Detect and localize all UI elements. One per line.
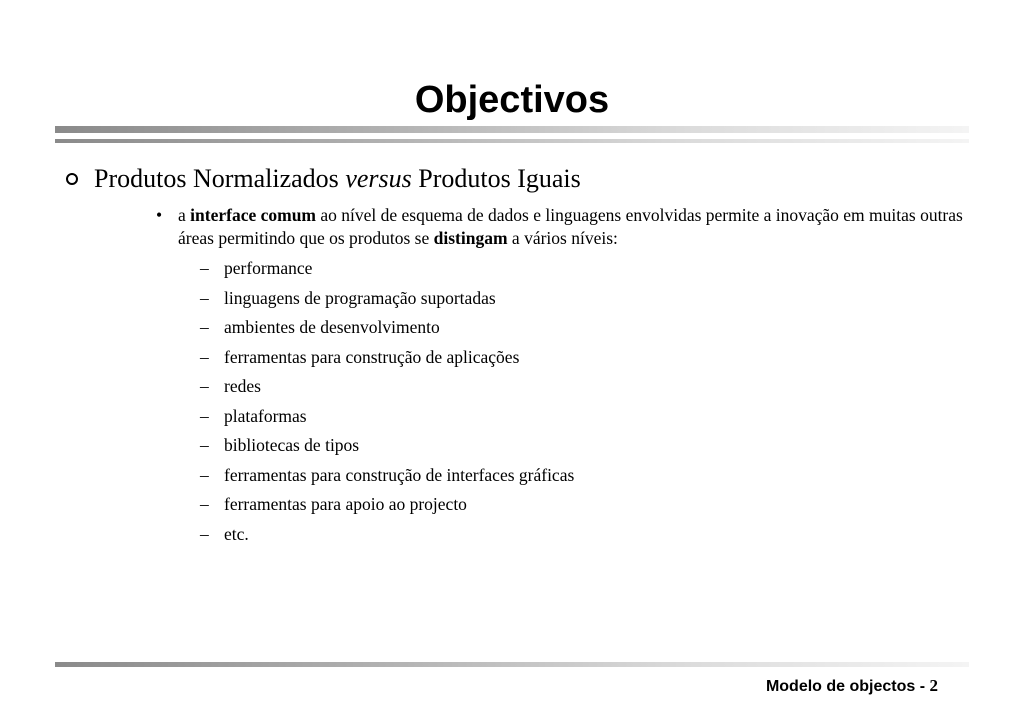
dash-marker: – xyxy=(200,287,209,308)
list-item xyxy=(200,316,574,346)
list-item-label: ferramentas para construção de interfaces gráficas xyxy=(224,464,575,485)
slide-footer xyxy=(766,676,938,696)
main-point-text-before: Produtos Normalizados xyxy=(94,164,346,193)
list-item xyxy=(200,287,574,317)
sub-point-part1: a xyxy=(178,205,191,225)
list-item xyxy=(200,257,574,287)
list-item-label: performance xyxy=(224,258,313,278)
sub-point-part3: a vários níveis: xyxy=(507,228,618,248)
page-number: 2 xyxy=(929,676,938,695)
dash-marker: – xyxy=(200,258,209,278)
list-item xyxy=(200,493,574,523)
list-item-label: bibliotecas de tipos xyxy=(224,435,360,455)
footer-divider xyxy=(55,662,969,667)
dash-marker: – xyxy=(200,376,209,396)
main-point-text-after: Produtos Iguais xyxy=(411,164,581,193)
dash-marker: – xyxy=(200,435,209,455)
dot-bullet-icon: • xyxy=(156,205,163,225)
title-divider xyxy=(55,126,969,133)
dash-marker: – xyxy=(200,523,209,544)
sub-point xyxy=(156,204,966,250)
sub-point-bold1: interface comum xyxy=(190,205,317,225)
dash-marker: – xyxy=(200,317,209,337)
footer-label: Modelo de objectos - xyxy=(765,678,930,695)
title-divider-thin xyxy=(55,139,969,143)
list-item-label: ferramentas para construção de aplicações xyxy=(224,346,520,367)
main-point xyxy=(66,163,581,195)
list-item-label: etc. xyxy=(224,523,249,544)
main-point-italic: versus xyxy=(345,164,412,193)
list-item-label: ferramentas para apoio ao projecto xyxy=(224,494,467,514)
sub-point-part2: ao nível de esquema de dados e linguagens envolvidas permite a inovação em muitas outras áreas permitindo que os produtos se xyxy=(178,205,963,248)
hollow-circle-bullet-icon xyxy=(66,173,78,185)
list-item-label: redes xyxy=(224,376,261,396)
dash-marker: – xyxy=(200,405,209,426)
sub-item-list xyxy=(200,257,574,552)
dash-marker: – xyxy=(200,494,209,514)
list-item-label: plataformas xyxy=(224,405,307,426)
list-item-label: ambientes de desenvolvimento xyxy=(224,317,440,337)
dash-marker: – xyxy=(200,346,209,367)
sub-point-bold2: distingam xyxy=(433,228,508,248)
list-item xyxy=(200,375,574,405)
sub-point-text xyxy=(178,204,966,250)
list-item xyxy=(200,464,574,494)
list-item-label: linguagens de programação suportadas xyxy=(224,287,496,308)
list-item xyxy=(200,346,574,376)
list-item xyxy=(200,434,574,464)
dash-marker: – xyxy=(200,464,209,485)
list-item xyxy=(200,405,574,435)
slide-title: Objectivos xyxy=(414,79,610,121)
list-item xyxy=(200,523,574,553)
